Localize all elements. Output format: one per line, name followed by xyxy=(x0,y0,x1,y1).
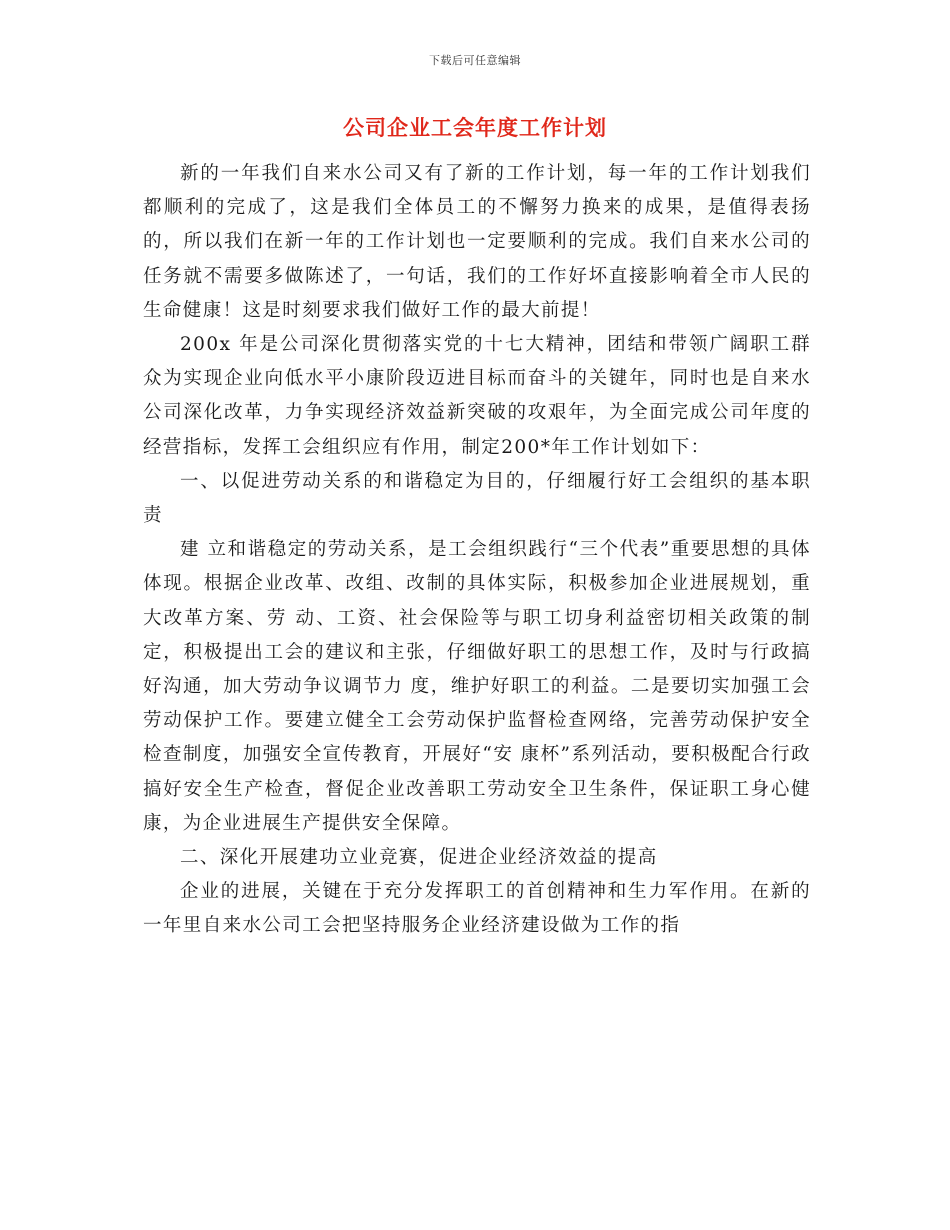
section-heading-2: 二、深化开展建功立业竞赛，促进企业经济效益的提高 xyxy=(180,847,658,869)
section-heading-1: 一、以促进劳动关系的和谐稳定为目的，仔细履行好工会组织的基本职责 xyxy=(143,470,811,527)
paragraph-section-2: 企业的进展，关键在于充分发挥职工的首创精神和生力军作用。在新的一年里自来水公司工会把坚持服务企业经济建设做为工作的指 xyxy=(143,881,811,937)
paragraph-year-overview: 200x 年是公司深化贯彻落实党的十七大精神，团结和带领广阔职工群众为实现企业向低水平小康阶段迈进目标而奋斗的关键年，同时也是自来水公司深化改革，力争实现经济效益新突破的攻艰年，为全面完成公司年度的经营指标，发挥工会组织应有作用，制定200*年工作计划如下： xyxy=(143,334,811,458)
paragraph-section-1: 建 立和谐稳定的劳动关系，是工会组织践行“三个代表”重要思想的具体体现。根据企业改革、改组、改制的具体实际，积极参加企业进展规划，重大改革方案、劳 动、工资、社会保险等与职工切身利益密切相关政策的制定，积极提出工会的建议和主张，仔细做好职工的思想工作，及时与行政搞好沟通，加大劳动争议调节力 度，维护好职工的利益。二是要切实加强工会劳动保护工作。要建立健全工会劳动保护监督检查网络，完善劳动保护安全检查制度，加强安全宣传教育，开展好“安 康杯”系列活动，要积极配合行政搞好安全生产检查，督促企业改善职工劳动安全卫生条件，保证职工身心健康，为企业进展生产提供安全保障。 xyxy=(143,539,811,834)
document-title: 公司企业工会年度工作计划 xyxy=(343,115,607,140)
paragraph-intro: 新的一年我们自来水公司又有了新的工作计划，每一年的工作计划我们都顺利的完成了，这是我们全体员工的不懈努力换来的成果，是值得表扬的，所以我们在新一年的工作计划也一定要顺利的完成。我们自来水公司的任务就不需要多做陈述了，一句话，我们的工作好坏直接影响着全市人民的生命健康！这是时刻要求我们做好工作的最大前提！ xyxy=(143,163,811,321)
document-body xyxy=(143,157,811,944)
header-note: 下载后可任意编辑 xyxy=(429,54,521,67)
